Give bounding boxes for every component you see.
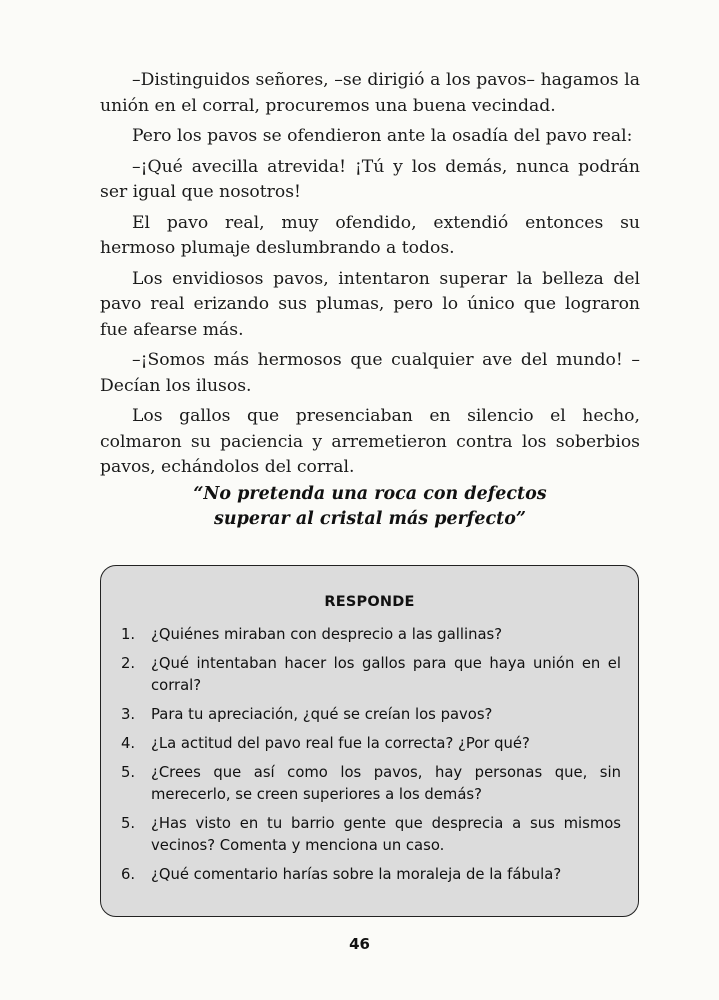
respond-title: RESPONDE: [324, 594, 415, 610]
question-item: [121, 653, 621, 697]
question-number: 2.: [121, 655, 136, 672]
question-item: [121, 733, 621, 755]
story-paragraph: –¡Somos más hermosos que cualquier ave del mundo! –Decían los ilusos.: [100, 350, 640, 396]
story-paragraph: El pavo real, muy ofendido, extendió entonces su hermoso plumaje deslumbrando a todos.: [100, 212, 640, 258]
question-item: [121, 813, 621, 857]
question-item: [121, 704, 621, 726]
story-text: [100, 68, 640, 486]
story-paragraph: Los envidiosos pavos, intentaron superar la belleza del pavo real erizando sus plumas, pero lo único que lograron fue afearse más.: [100, 268, 640, 340]
question-number: 5.: [121, 764, 136, 781]
question-text: ¿Has visto en tu barrio gente que desprecia a sus mismos vecinos? Comenta y menciona un caso.: [151, 815, 621, 854]
question-number: 5.: [121, 815, 136, 832]
moral-quote: [100, 482, 640, 532]
story-paragraph: Pero los pavos se ofendieron ante la osadía del pavo real:: [132, 126, 633, 146]
question-text: ¿La actitud del pavo real fue la correcta? ¿Por qué?: [151, 735, 530, 752]
question-number: 6.: [121, 866, 136, 883]
question-text: Para tu apreciación, ¿qué se creían los pavos?: [151, 706, 493, 723]
question-list: [121, 624, 621, 893]
respond-box: [100, 565, 639, 917]
story-paragraph: –Distinguidos señores, –se dirigió a los pavos– hagamos la unión en el corral, procuremos una buena vecindad.: [100, 70, 640, 116]
question-item: [121, 864, 621, 886]
question-number: 1.: [121, 626, 136, 643]
question-text: ¿Quiénes miraban con desprecio a las gallinas?: [151, 626, 503, 643]
question-text: ¿Qué comentario harías sobre la moraleja de la fábula?: [151, 866, 562, 883]
moral-line-2: superar al cristal más perfecto”: [214, 509, 526, 529]
question-text: ¿Qué intentaban hacer los gallos para que haya unión en el corral?: [151, 655, 621, 694]
question-number: 3.: [121, 706, 136, 723]
moral-line-1: “No pretenda una roca con defectos: [193, 484, 547, 504]
question-number: 4.: [121, 735, 136, 752]
question-item: [121, 762, 621, 806]
question-text: ¿Crees que así como los pavos, hay personas que, sin merecerlo, se creen superiores a los demás?: [151, 764, 621, 803]
story-paragraph: –¡Qué avecilla atrevida! ¡Tú y los demás, nunca podrán ser igual que nosotros!: [100, 156, 640, 202]
question-item: [121, 624, 621, 646]
story-paragraph: Los gallos que presenciaban en silencio el hecho, colmaron su paciencia y arremetieron contra los soberbios pavos, echándolos del corral.: [100, 406, 640, 477]
page-number: 46: [349, 935, 370, 953]
